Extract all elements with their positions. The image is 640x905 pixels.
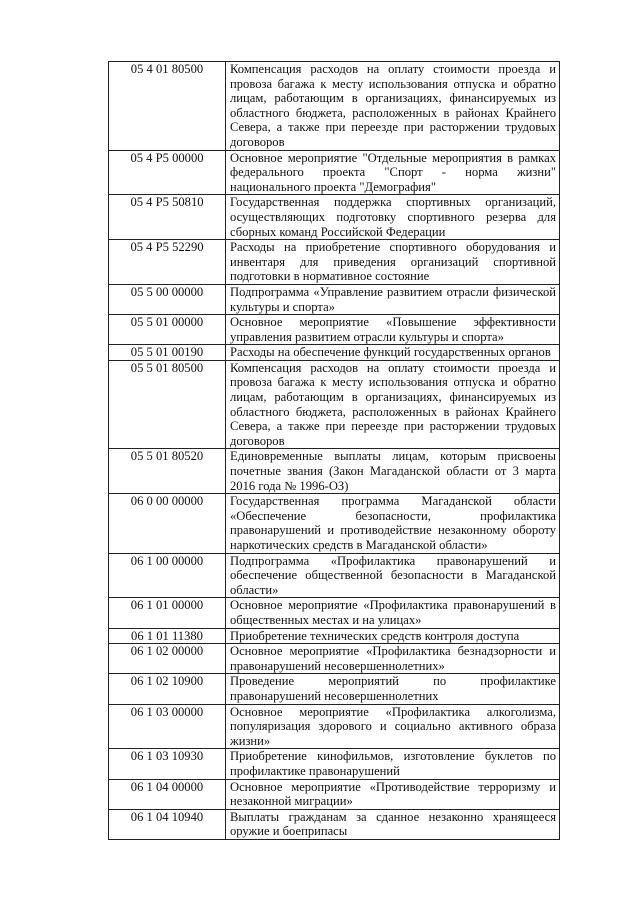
row-description: Выплаты гражданам за сданное незаконно хранящееся оружие и боеприпасы bbox=[226, 809, 560, 839]
row-description: Приобретение кинофильмов, изготовление буклетов по профилактике правонарушений bbox=[226, 749, 560, 779]
row-description: Государственная поддержка спортивных организаций, осуществляющих подготовку спортивного резерва для сборных команд Российской Федерации bbox=[226, 195, 560, 240]
table-row bbox=[109, 779, 560, 809]
row-code: 05 4 P5 52290 bbox=[109, 240, 226, 285]
row-description: Единовременные выплаты лицам, которым присвоены почетные звания (Закон Магаданской области от 3 марта 2016 года № 1996-ОЗ) bbox=[226, 449, 560, 494]
row-code: 05 5 01 80520 bbox=[109, 449, 226, 494]
table-row bbox=[109, 345, 560, 361]
table-body bbox=[109, 62, 560, 840]
table-row bbox=[109, 598, 560, 628]
row-code: 06 0 00 00000 bbox=[109, 494, 226, 553]
table-row bbox=[109, 644, 560, 674]
table-row bbox=[109, 315, 560, 345]
table-row bbox=[109, 449, 560, 494]
table-row bbox=[109, 360, 560, 449]
table-row bbox=[109, 240, 560, 285]
row-description: Основное мероприятие "Отдельные мероприятия в рамках федерального проекта "Спорт - норма жизни" национального проекта "Демография" bbox=[226, 150, 560, 195]
row-code: 05 4 P5 50810 bbox=[109, 195, 226, 240]
row-description: Проведение мероприятий по профилактике правонарушений несовершеннолетних bbox=[226, 674, 560, 704]
row-code: 05 5 00 00000 bbox=[109, 284, 226, 314]
row-description: Основное мероприятие «Профилактика алкоголизма, популяризация здорового и социально активного образа жизни» bbox=[226, 704, 560, 749]
table-row bbox=[109, 494, 560, 553]
budget-classification-table bbox=[108, 61, 560, 840]
table-row bbox=[109, 284, 560, 314]
table-row bbox=[109, 704, 560, 749]
row-code: 05 5 01 00000 bbox=[109, 315, 226, 345]
budget-classification-sheet bbox=[108, 61, 560, 840]
row-description: Компенсация расходов на оплату стоимости проезда и провоза багажа к месту использования отпуска и обратно лицам, работающим в организациях, финансируемых из областного бюджета, расположенных в районах Крайнего Севера, а также при переезде при расторжении трудовых договоров bbox=[226, 62, 560, 151]
row-code: 06 1 00 00000 bbox=[109, 553, 226, 598]
table-row bbox=[109, 809, 560, 839]
row-code: 06 1 02 10900 bbox=[109, 674, 226, 704]
row-code: 06 1 01 11380 bbox=[109, 628, 226, 644]
row-description: Компенсация расходов на оплату стоимости проезда и провоза багажа к месту использования отпуска и обратно лицам, работающим в организациях, финансируемых из областного бюджета, расположенных в районах Крайнего Севера, а также при переезде при расторжении трудовых договоров bbox=[226, 360, 560, 449]
row-code: 05 5 01 80500 bbox=[109, 360, 226, 449]
table-row bbox=[109, 150, 560, 195]
row-description: Основное мероприятие «Противодействие терроризму и незаконной миграции» bbox=[226, 779, 560, 809]
row-description: Основное мероприятие «Профилактика безнадзорности и правонарушений несовершеннолетних» bbox=[226, 644, 560, 674]
row-description: Государственная программа Магаданской области «Обеспечение безопасности, профилактика правонарушений и противодействие незаконному обороту наркотических средств в Магаданской области» bbox=[226, 494, 560, 553]
row-code: 06 1 02 00000 bbox=[109, 644, 226, 674]
row-code: 06 1 04 10940 bbox=[109, 809, 226, 839]
row-description: Подпрограмма «Управление развитием отрасли физической культуры и спорта» bbox=[226, 284, 560, 314]
row-description: Приобретение технических средств контроля доступа bbox=[226, 628, 560, 644]
row-code: 05 4 P5 00000 bbox=[109, 150, 226, 195]
row-code: 06 1 03 00000 bbox=[109, 704, 226, 749]
row-code: 05 4 01 80500 bbox=[109, 62, 226, 151]
table-row bbox=[109, 62, 560, 151]
row-description: Расходы на приобретение спортивного оборудования и инвентаря для приведения организаций спортивной подготовки в нормативное состояние bbox=[226, 240, 560, 285]
table-row bbox=[109, 553, 560, 598]
row-description: Расходы на обеспечение функций государственных органов bbox=[226, 345, 560, 361]
row-code: 06 1 01 00000 bbox=[109, 598, 226, 628]
row-description: Основное мероприятие «Повышение эффективности управления развитием отрасли культуры и спорта» bbox=[226, 315, 560, 345]
table-row bbox=[109, 628, 560, 644]
row-code: 06 1 04 00000 bbox=[109, 779, 226, 809]
row-code: 06 1 03 10930 bbox=[109, 749, 226, 779]
table-row bbox=[109, 195, 560, 240]
row-description: Подпрограмма «Профилактика правонарушений и обеспечение общественной безопасности в Магаданской области» bbox=[226, 553, 560, 598]
table-row bbox=[109, 674, 560, 704]
row-code: 05 5 01 00190 bbox=[109, 345, 226, 361]
table-row bbox=[109, 749, 560, 779]
row-description: Основное мероприятие «Профилактика правонарушений в общественных местах и на улицах» bbox=[226, 598, 560, 628]
